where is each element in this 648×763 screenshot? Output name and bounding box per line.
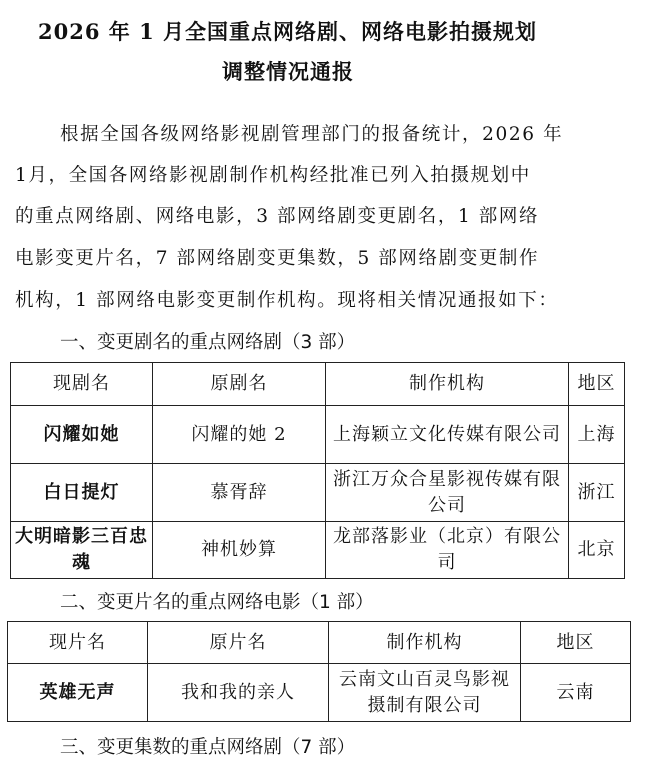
original-title: 慕胥辞 [153,464,326,522]
current-title: 大明暗影三百忠魂 [11,522,153,579]
header-cell: 地区 [569,363,625,406]
table-header-row [8,622,631,664]
section2-heading: 二、变更片名的重点网络电影（1 部） [60,592,374,613]
intro-line: 电影变更片名，7 部网络剧变更集数，5 部网络剧变更制作 [15,248,540,269]
current-title: 白日提灯 [11,464,153,522]
region: 浙江 [569,464,625,522]
header-cell: 制作机构 [329,622,521,664]
intro-line: 1月，全国各网络影视剧制作机构经批准已列入拍摄规划中 [15,165,531,186]
renamed-series-table [10,362,625,579]
header-cell: 现剧名 [11,363,153,406]
section3-heading: 三、变更集数的重点网络剧（7 部） [60,737,356,758]
header-cell: 原片名 [148,622,329,664]
producer: 云南文山百灵鸟影视摄制有限公司 [329,664,521,722]
section1-heading: 一、变更剧名的重点网络剧（3 部） [60,332,356,353]
original-title: 闪耀的她 2 [153,406,326,464]
table-row [11,406,625,464]
doc-title-line1: 2026 年 1 月全国重点网络剧、网络电影拍摄规划 [38,19,537,44]
producer: 龙部落影业（北京）有限公司 [326,522,569,579]
table-header-row [11,363,625,406]
region: 上海 [569,406,625,464]
header-cell: 原剧名 [153,363,326,406]
intro-line: 机构，1 部网络电影变更制作机构。现将相关情况通报如下： [15,290,559,311]
producer: 上海颖立文化传媒有限公司 [326,406,569,464]
doc-title-line2: 调整情况通报 [222,59,354,84]
producer: 浙江万众合星影视传媒有限公司 [326,464,569,522]
region: 北京 [569,522,625,579]
header-cell: 制作机构 [326,363,569,406]
original-title: 神机妙算 [153,522,326,579]
header-cell: 地区 [521,622,631,664]
current-title: 闪耀如她 [11,406,153,464]
intro-line: 的重点网络剧、网络电影，3 部网络剧变更剧名，1 部网络 [15,206,540,227]
region: 云南 [521,664,631,722]
renamed-film-table [7,621,631,722]
intro-line: 根据全国各级网络影视剧管理部门的报备统计，2026 年 [60,124,564,145]
table-row [8,664,631,722]
table-row [11,464,625,522]
original-title: 我和我的亲人 [148,664,329,722]
table-row [11,522,625,579]
header-cell: 现片名 [8,622,148,664]
current-title: 英雄无声 [8,664,148,722]
